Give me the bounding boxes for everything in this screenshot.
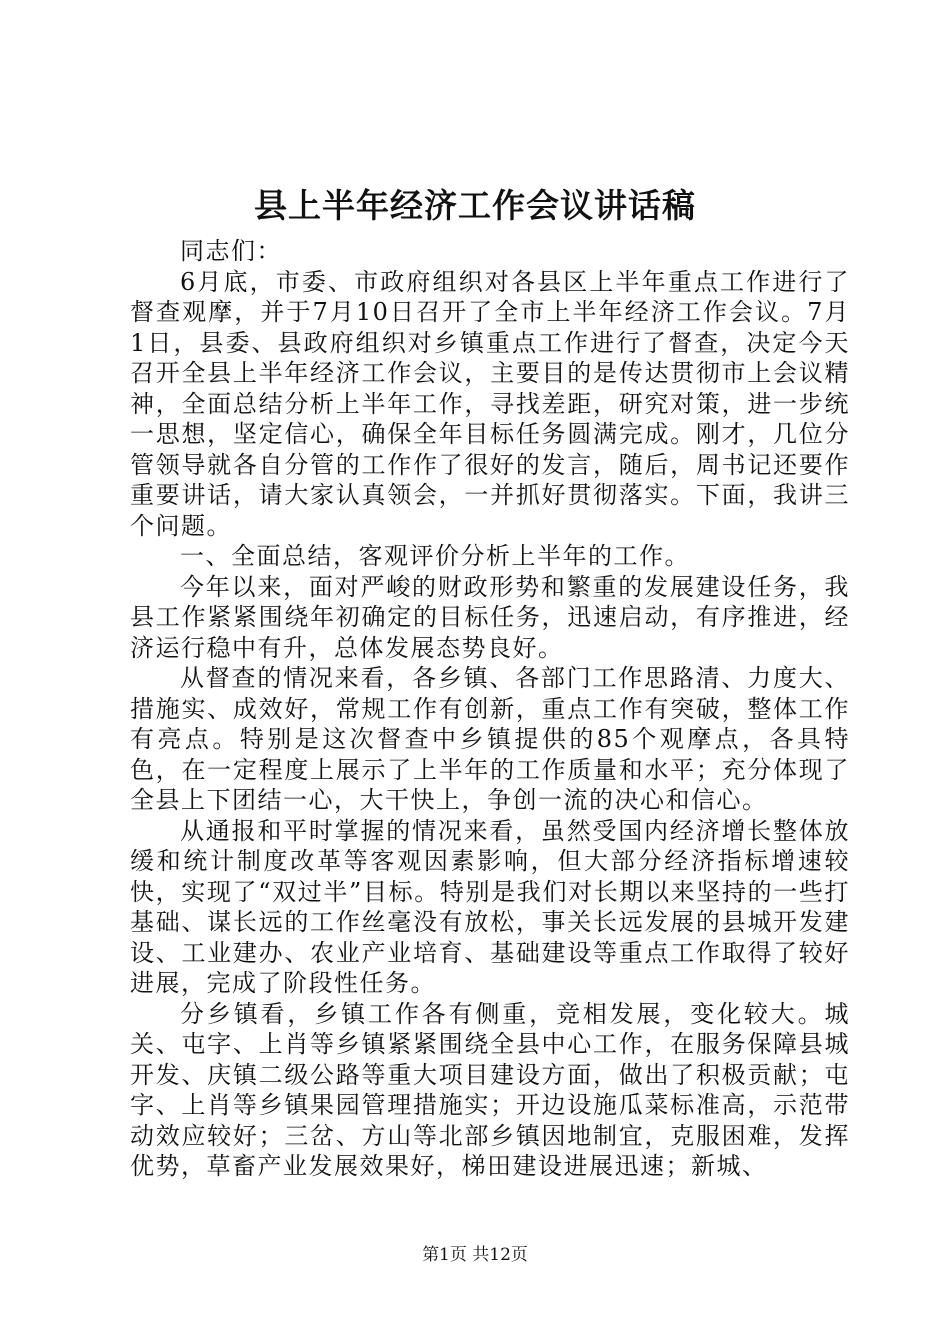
document-title: 县上半年经济工作会议讲话稿	[254, 186, 696, 225]
body-paragraph: 今年以来，面对严峻的财政形势和繁重的发展建设任务，我县工作紧紧围绕年初确定的目标任务，迅速启动，有序推进，经济运行稳中有升，总体发展态势良好。	[130, 572, 850, 662]
salutation-paragraph: 同志们：	[180, 237, 282, 265]
document-body	[130, 236, 850, 1182]
page-number-footer: 第1页 共12页	[422, 1245, 528, 1265]
section-heading-paragraph: 一、全面总结，客观评价分析上半年的工作。	[180, 542, 690, 570]
body-paragraph: 从督查的情况来看，各乡镇、各部门工作思路清、力度大、措施实、成效好，常规工作有创新，重点工作有突破，整体工作有亮点。特别是这次督查中乡镇提供的85个观摩点，各具特色，在一定程度上展示了上半年的工作质量和水平；充分体现了全县上下团结一心，大干快上，争创一流的决心和信心。	[130, 664, 850, 814]
body-paragraph: 分乡镇看，乡镇工作各有侧重，竞相发展，变化较大。城关、屯字、上肖等乡镇紧紧围绕全县中心工作，在服务保障县城开发、庆镇二级公路等重大项目建设方面，做出了积极贡献；屯字、上肖等乡镇果园管理措施实；开边设施瓜菜标准高，示范带动效应较好；三岔、方山等北部乡镇因地制宜，克服困难，发挥优势，草畜产业发展效果好，梯田建设进展迅速；新城、	[130, 999, 850, 1180]
body-paragraph: 从通报和平时掌握的情况来看，虽然受国内经济增长整体放缓和统计制度改革等客观因素影响，但大部分经济指标增速较快，实现了“双过半”目标。特别是我们对长期以来坚持的一些打基础、谋长远的工作丝毫没有放松，事关长远发展的县城开发建设、工业建办、农业产业培育、基础建设等重点工作取得了较好进展，完成了阶段性任务。	[130, 816, 850, 997]
body-paragraph: 6月底，市委、市政府组织对各县区上半年重点工作进行了督查观摩，并于7月10日召开了全市上半年经济工作会议。7月1日，县委、县政府组织对乡镇重点工作进行了督查，决定今天召开全县上半年经济工作会议，主要目的是传达贯彻市上会议精神，全面总结分析上半年工作，寻找差距，研究对策，进一步统一思想，坚定信心，确保全年目标任务圆满完成。刚才，几位分管领导就各自分管的工作作了很好的发言，随后，周书记还要作重要讲话，请大家认真领会，一并抓好贯彻落实。下面，我讲三个问题。	[130, 267, 850, 540]
